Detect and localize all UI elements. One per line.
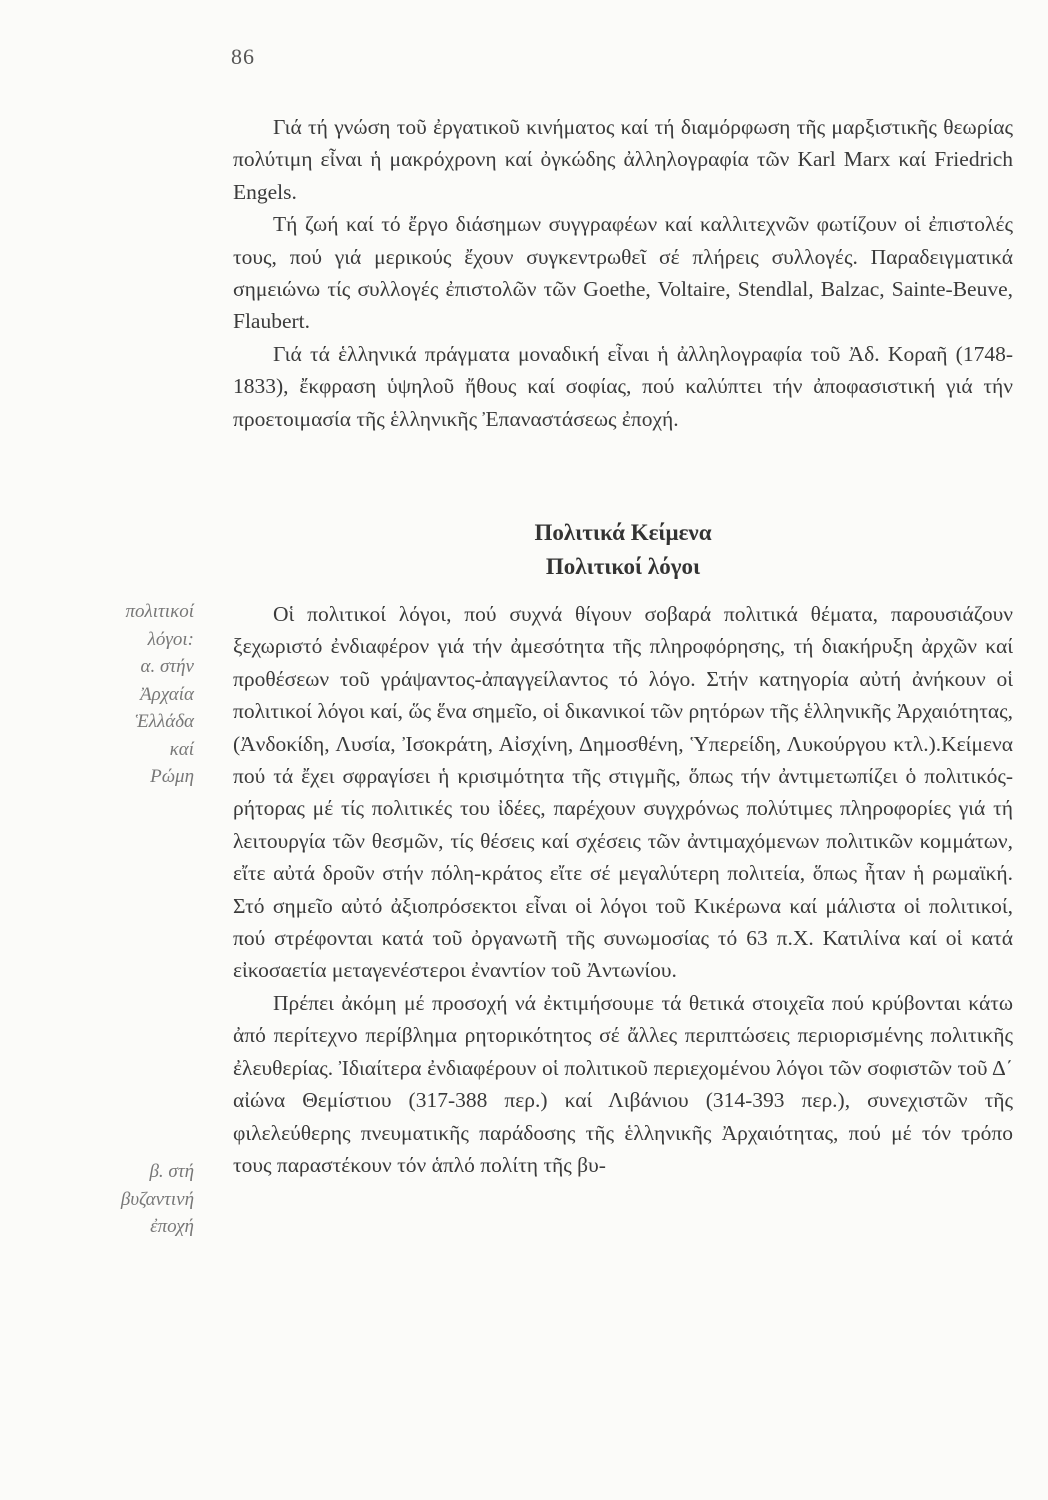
- section-heading: [233, 516, 1013, 584]
- section-title: Πολιτικά Κείμενα: [534, 520, 712, 545]
- intro-paragraph: Γιά τή γνώση τοῦ ἐργατικοῦ κινήματος καί τή διαμόρφωση τῆς μαρξιστικῆς θεωρίας πολύτιμη εἶναι ἡ μακρόχρονη καί ὀγκώδης ἀλληλογραφία τῶν Karl Marx καί Friedrich Engels.: [233, 115, 1013, 204]
- page-number: 86: [231, 44, 255, 69]
- margin-note-line: β. στή: [149, 1161, 194, 1182]
- margin-note-line: Ἑλλάδα: [135, 711, 194, 732]
- section-paragraph: Οἱ πολιτικοί λόγοι, πού συχνά θίγουν σοβαρά πολιτικά θέματα, παρουσιάζουν ξεχωριστό ἐνδιαφέρον γιά τήν ἀμεσότητα τῆς πληροφόρησης, τή διακήρυξη ἀρχῶν καί προθέσεων τοῦ γράψαντος-ἀπαγγείλαντος τό λόγο. Στήν κατηγορία αὐτή ἀνήκουν οἱ πολιτικοί λόγοι καί, ὥς ἕνα σημεῖο, οἱ δικανικοί τῶν ρητόρων τῆς ἑλληνικῆς Ἀρχαιότητας, (Ἀνδοκίδη, Λυσία, Ἰσοκράτη, Αἰσχίνη, Δημοσθένη, Ὑπερείδη, Λυκούργου κτλ.).Κείμενα πού τά ἔχει σφραγίσει ἡ κρισιμότητα τῆς στιγμῆς, ὅπως τήν ἀντιμετωπίζει ὁ πολιτικός-ρήτορας μέ τίς πολιτικές του ἰδέες, παρέχουν συγχρόνως πολύτιμες πληροφορίες γιά τή λειτουργία τῶν θεσμῶν, τίς θέσεις καί σχέσεις τῶν ἀντιμαχόμενων πολιτικῶν κομμάτων, εἴτε αὐτά δροῦν στήν πόλη-κράτος εἴτε σέ μεγαλύτερη πολιτεία, ὅπως ἦταν ἡ ρωμαϊκή. Στό σημεῖο αὐτό ἀξιοπρόσεκτοι εἶναι οἱ λόγοι τοῦ Κικέρωνα καί μάλιστα οἱ πολιτικοί, πού στρέφονται κατά τοῦ ὀργανωτῆ τῆς συνωμοσίας τό 63 π.Χ. Κατιλίνα καί οἱ κατά εἰκοσαετία μεταγενέστεροι ἐναντίον τοῦ Ἀντωνίου.: [233, 602, 1013, 983]
- margin-note-line: Ρώμη: [150, 766, 194, 787]
- intro-paragraph: Γιά τά ἑλληνικά πράγματα μοναδική εἶναι ἡ ἀλληλογραφία τοῦ Ἀδ. Κοραῆ (1748-1833), ἔκφραση ὑψηλοῦ ἤθους καί σοφίας, πού καλύπτει τήν ἀποφασιστική γιά τήν προετοιμασία τῆς ἑλληνικῆς Ἐπαναστάσεως ἐποχή.: [233, 341, 1013, 431]
- section-paragraph: Πρέπει ἀκόμη μέ προσοχή νά ἐκτιμήσουμε τά θετικά στοιχεῖα πού κρύβονται κάτω ἀπό περίτεχνο περίβλημα ρητορικότητος σέ ἄλλες περιπτώσεις περιορισμένης πολιτικῆς ἐλευθερίας. Ἰδιαίτερα ἐνδιαφέρουν οἱ πολιτικοῦ περιεχομένου λόγοι τῶν σοφιστῶν τοῦ Δ΄ αἰώνα Θεμίστιου (317-388 περ.) καί Λιβάνιου (314-393 περ.), συνεχιστῶν τῆς φιλελεύθερης πνευματικῆς παράδοσης τῆς ἑλληνικῆς Ἀρχαιότητας, πού μέ τόν τρόπο τους παραστέκουν τόν ἁπλό πολίτη τῆς βυ-: [233, 990, 1013, 1177]
- margin-note-line: βυζαντινή: [120, 1188, 194, 1210]
- margin-note-line: Ἀρχαία: [140, 683, 194, 705]
- margin-note-line: καί: [169, 738, 194, 760]
- margin-note-line: λόγοι:: [147, 628, 194, 650]
- section-subtitle: Πολιτικοί λόγοι: [545, 554, 701, 579]
- intro-paragraph: Τή ζωή καί τό ἔργο διάσημων συγγραφέων καί καλλιτεχνῶν φωτίζουν οἱ ἐπιστολές τους, πού γιά μερικούς ἔχουν συγκεντρωθεῖ σέ πλήρεις συλλογές. Παραδειγματικά σημειώνω τίς συλλογές ἐπιστολῶν τῶν Goethe, Voltaire, Stendlal, Balzac, Sainte-Beuve, Flaubert.: [233, 212, 1013, 334]
- margin-note-line: α. στήν: [140, 656, 194, 677]
- margin-note-byzantine: [84, 1158, 194, 1241]
- margin-note-ancient: [84, 598, 194, 791]
- section-text-block: [233, 598, 1013, 1181]
- margin-note-line: ἐποχή: [150, 1216, 194, 1237]
- intro-text-block: [233, 111, 1013, 435]
- margin-note-line: πολιτικοί: [125, 601, 194, 622]
